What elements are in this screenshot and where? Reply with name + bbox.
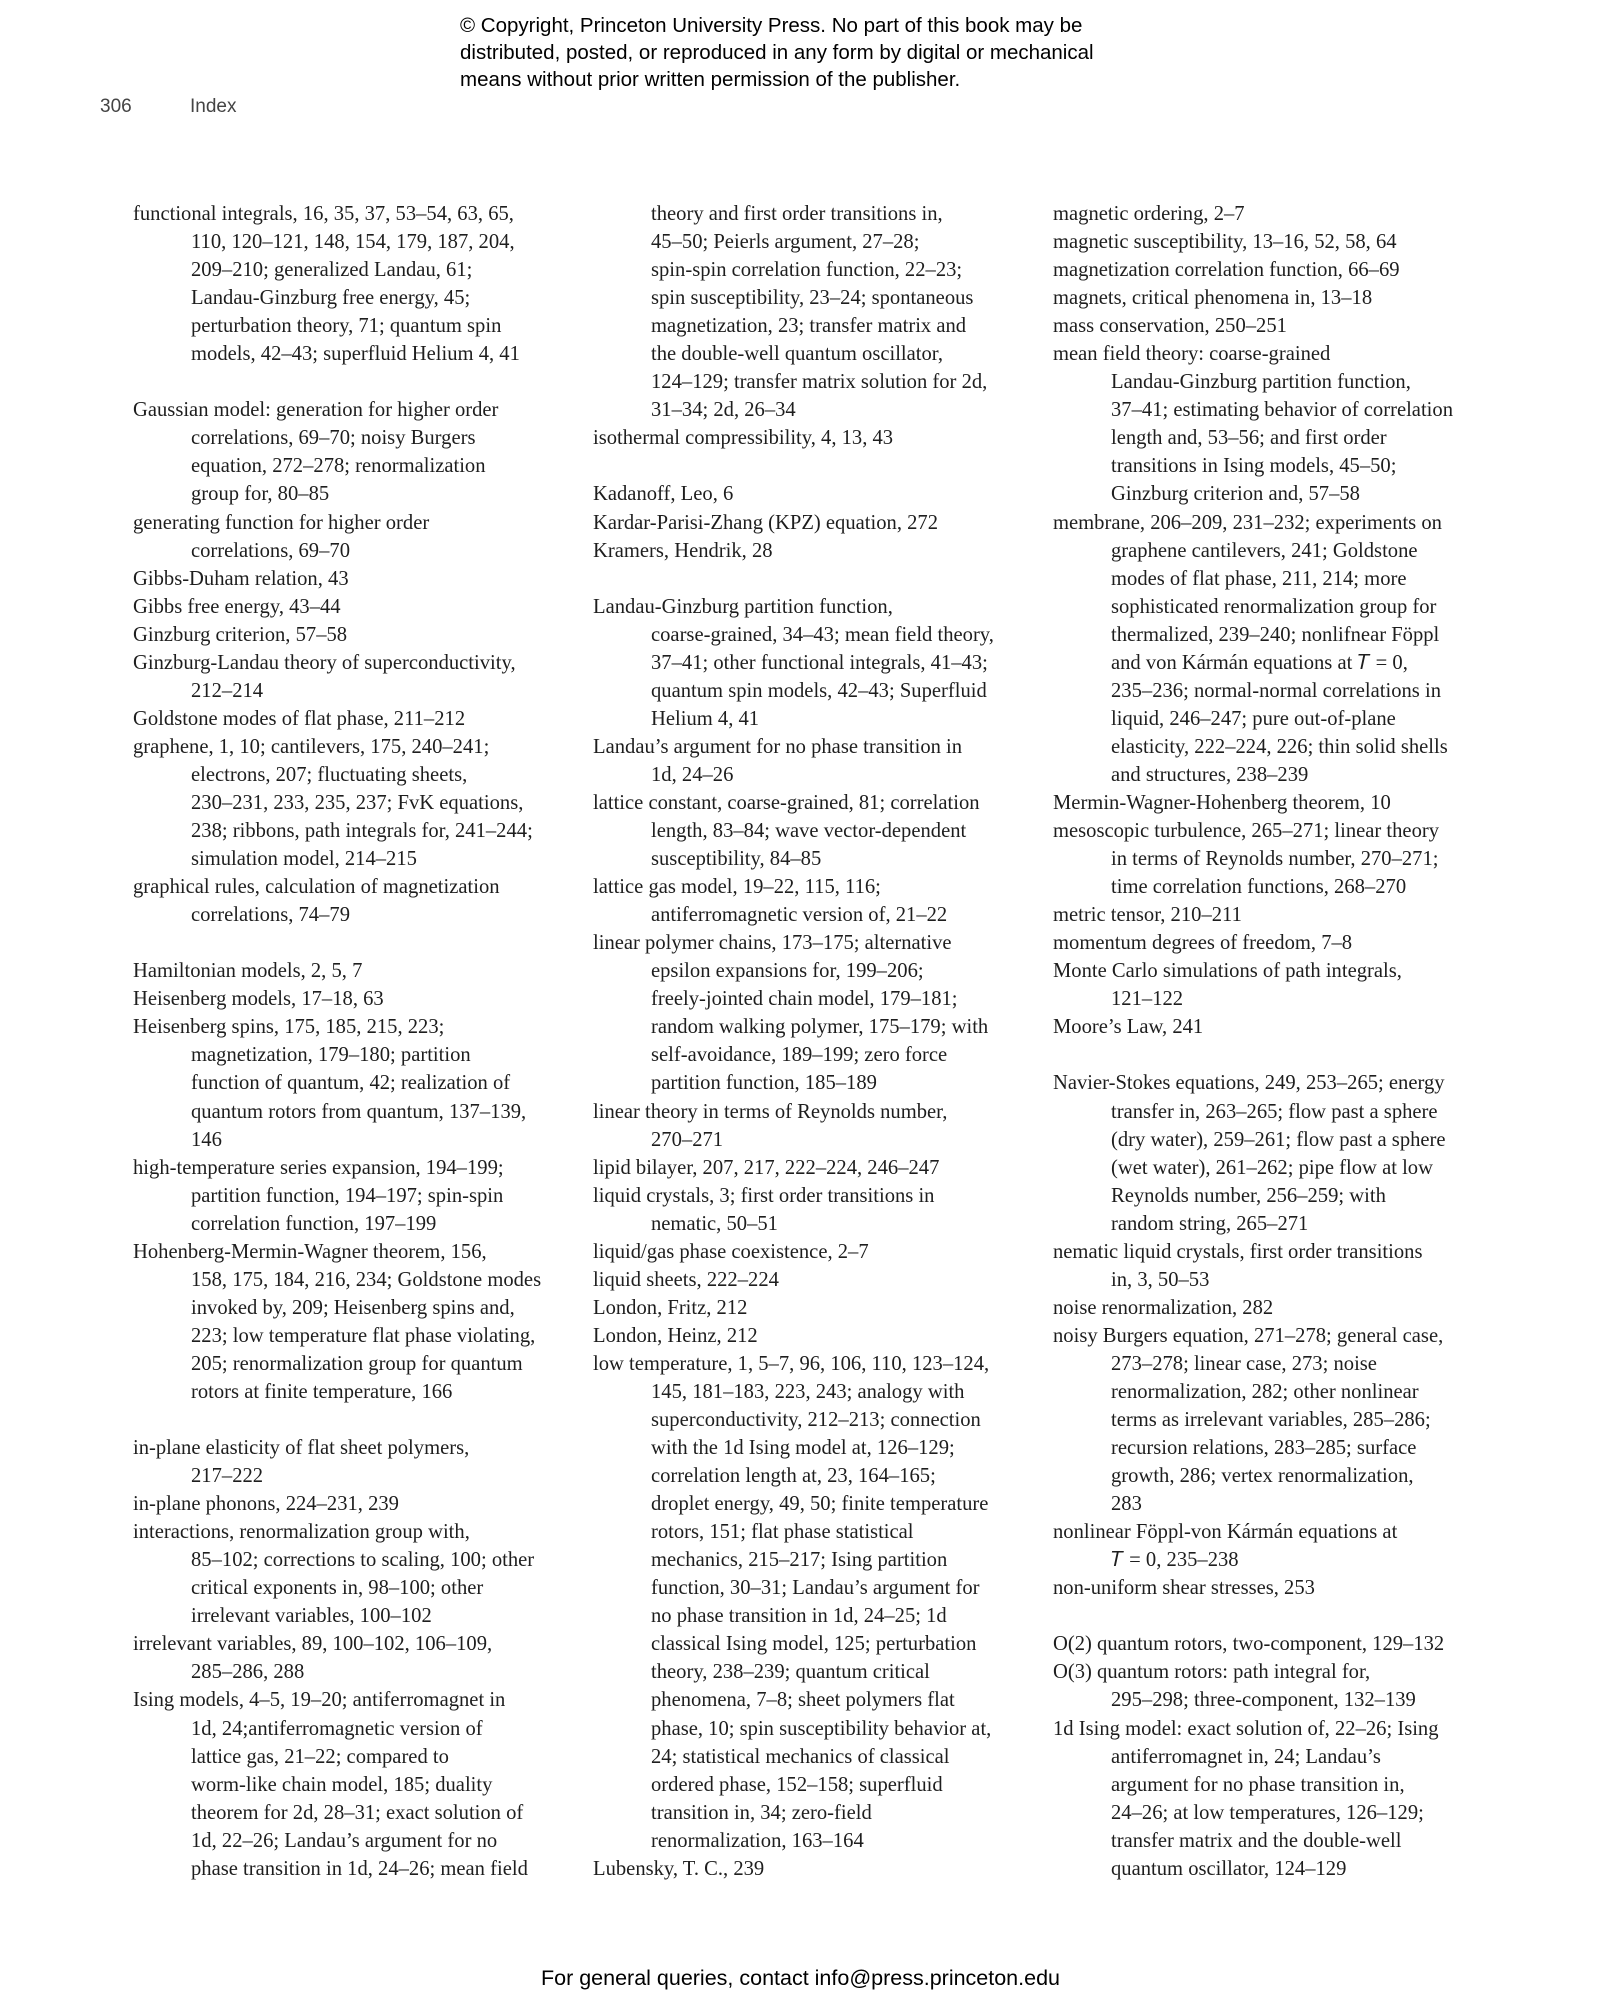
index-entry-continuation-line: magnetization, 23; transfer matrix and	[651, 315, 967, 338]
index-entry	[593, 1266, 1033, 1294]
index-entry-continuation-line: nematic, 50–51	[651, 1212, 778, 1235]
index-entry-continuation-line: 230–231, 233, 235, 237; FvK equations,	[191, 791, 524, 814]
index-entry-continuation-line: 85–102; corrections to scaling, 100; other	[191, 1549, 535, 1572]
index-entry-continuation-line: theorem for 2d, 28–31; exact solution of	[191, 1801, 524, 1824]
index-entry-continuation-line: droplet energy, 49, 50; finite temperature	[651, 1493, 989, 1516]
index-entry-continuation-line: quantum oscillator, 124–129	[1111, 1857, 1347, 1880]
index-entry-continuation-line: correlations, 69–70; noisy Burgers	[191, 427, 476, 450]
index-entry-first-line: interactions, renormalization group with,	[133, 1521, 470, 1544]
index-entry-continuation-line: worm-like chain model, 185; duality	[191, 1773, 493, 1796]
index-entry-first-line: linear theory in terms of Reynolds number,	[593, 1100, 948, 1123]
index-entry	[593, 1294, 1033, 1322]
index-entry-continuation-line: 145, 181–183, 223, 243; analogy with	[651, 1380, 965, 1403]
index-entry-continuation-line: renormalization, 282; other nonlinear	[1111, 1380, 1419, 1403]
index-entry-first-line: Hamiltonian models, 2, 5, 7	[133, 960, 363, 983]
index-entry	[1053, 312, 1493, 340]
index-entry-continuation-line: 235–236; normal-normal correlations in	[1111, 679, 1441, 702]
index-entry	[1053, 1013, 1493, 1041]
index-entry-first-line: magnetization correlation function, 66–69	[1053, 259, 1400, 282]
index-entry-continuation-line: 124–129; transfer matrix solution for 2d,	[651, 371, 988, 394]
index-entry-first-line: in-plane phonons, 224–231, 239	[133, 1493, 399, 1516]
index-entry-first-line: nonlinear Föppl-von Kármán equations at	[1053, 1521, 1398, 1544]
index-entry-continuation-line: 37–41; other functional integrals, 41–43;	[651, 651, 988, 674]
index-entry-continuation-line: irrelevant variables, 100–102	[191, 1605, 432, 1628]
index-entry	[1053, 200, 1493, 228]
index-entry-continuation-line: 273–278; linear case, 273; noise	[1111, 1352, 1377, 1375]
index-entry-continuation-line: 146	[191, 1128, 222, 1151]
index-entry-first-line: lattice gas model, 19–22, 115, 116;	[593, 876, 881, 899]
index-entry-first-line: magnetic susceptibility, 13–16, 52, 58, 64	[1053, 231, 1397, 254]
index-entry-continuation-line: antiferromagnetic version of, 21–22	[651, 904, 948, 927]
index-entry	[133, 565, 573, 593]
index-entry-continuation-line: modes of flat phase, 211, 214; more	[1111, 567, 1407, 590]
copyright-line: means without prior written permission of the publisher.	[460, 68, 961, 91]
index-entry-continuation-line: Helium 4, 41	[651, 707, 760, 730]
index-entry-continuation-line: length, 83–84; wave vector-dependent	[651, 820, 967, 843]
index-entry-first-line: O(3) quantum rotors: path integral for,	[1053, 1661, 1371, 1684]
index-entry-continuation-line: 158, 175, 184, 216, 234; Goldstone modes	[191, 1268, 542, 1291]
index-entry-first-line: O(2) quantum rotors, two-component, 129–132	[1053, 1633, 1445, 1656]
index-entry-continuation-line: 45–50; Peierls argument, 27–28;	[651, 231, 920, 254]
index-entry-first-line: Ginzburg criterion, 57–58	[133, 623, 348, 646]
index-entry-continuation-line: phase, 10; spin susceptibility behavior at,	[651, 1717, 992, 1740]
index-entry-continuation-line: equation, 272–278; renormalization	[191, 455, 486, 478]
index-entry	[1053, 789, 1493, 817]
index-entry-continuation-line: 121–122	[1111, 988, 1184, 1011]
index-entry-first-line: high-temperature series expansion, 194–199;	[133, 1156, 504, 1179]
index-entry-first-line: Ising models, 4–5, 19–20; antiferromagnet in	[133, 1689, 506, 1712]
index-entry	[133, 593, 573, 621]
index-entry	[133, 705, 573, 733]
index-entry-continuation-line: invoked by, 209; Heisenberg spins and,	[191, 1296, 515, 1319]
index-entry-first-line: lattice constant, coarse-grained, 81; correlation	[593, 791, 980, 814]
index-entry	[1053, 1294, 1493, 1322]
index-entry-continuation-line: correlation function, 197–199	[191, 1212, 437, 1235]
index-entry	[593, 1098, 1033, 1154]
index-entry	[1053, 1630, 1493, 1658]
index-entry-continuation-line: 212–214	[191, 679, 264, 702]
index-column-3	[1053, 200, 1493, 1883]
index-entry-first-line: isothermal compressibility, 4, 13, 43	[593, 427, 894, 450]
index-entry	[133, 1630, 573, 1686]
index-entry-first-line: graphene, 1, 10; cantilevers, 175, 240–241;	[133, 735, 490, 758]
index-entry	[133, 621, 573, 649]
index-entry	[133, 1434, 573, 1490]
index-entry	[1053, 284, 1493, 312]
index-entry-continuation-line: classical Ising model, 125; perturbation	[651, 1633, 977, 1656]
index-entry-continuation-line: theory, 238–239; quantum critical	[651, 1661, 930, 1684]
index-entry-continuation-line: 1d, 24;antiferromagnetic version of	[191, 1717, 483, 1740]
index-column-1	[133, 200, 573, 1883]
index-entry-continuation-line: argument for no phase transition in,	[1111, 1773, 1405, 1796]
index-entry	[1053, 1238, 1493, 1294]
index-entry-first-line: Monte Carlo simulations of path integrals,	[1053, 960, 1402, 983]
index-entry	[593, 424, 1033, 452]
index-entry-continuation-line: partition function, 194–197; spin-spin	[191, 1184, 504, 1207]
index-entry-first-line: irrelevant variables, 89, 100–102, 106–109,	[133, 1633, 493, 1656]
index-entry-continuation-line: transition in, 34; zero-field	[651, 1801, 872, 1824]
index-entry-continuation-line: Reynolds number, 256–259; with	[1111, 1184, 1386, 1207]
index-entry-continuation-line: liquid, 246–247; pure out-of-plane	[1111, 707, 1396, 730]
index-entry	[593, 1182, 1033, 1238]
index-entry-continuation-line: spin susceptibility, 23–24; spontaneous	[651, 287, 974, 310]
index-entry-first-line: Gaussian model: generation for higher order	[133, 399, 499, 422]
index-entry	[593, 1154, 1033, 1182]
index-entry-continuation-line: theory and first order transitions in,	[651, 203, 943, 225]
index-entry-continuation-line: 209–210; generalized Landau, 61;	[191, 259, 473, 282]
index-entry-first-line: mesoscopic turbulence, 265–271; linear theory	[1053, 820, 1440, 843]
copyright-notice	[460, 12, 1220, 93]
index-entry-continuation-line: 283	[1111, 1493, 1142, 1516]
index-entry	[133, 957, 573, 985]
letter-group-gap	[593, 565, 1033, 593]
index-entry-first-line: nematic liquid crystals, first order transitions	[1053, 1240, 1423, 1263]
index-entry	[133, 649, 573, 705]
index-entry-first-line: Landau-Ginzburg partition function,	[593, 595, 893, 618]
index-entry-continuation-line: transitions in Ising models, 45–50;	[1111, 455, 1397, 478]
index-entry	[1053, 228, 1493, 256]
index-entry-continuation-line: transfer in, 263–265; flow past a sphere	[1111, 1100, 1438, 1123]
index-entry	[133, 1013, 573, 1153]
index-entry-continuation-line: the double-well quantum oscillator,	[651, 343, 943, 366]
index-entry	[1053, 509, 1493, 789]
index-entry	[1053, 1518, 1493, 1574]
index-entry-continuation-line: electrons, 207; fluctuating sheets,	[191, 763, 468, 786]
index-entry-continuation-line: Landau-Ginzburg partition function,	[1111, 371, 1411, 394]
index-entry-continuation-line: 295–298; three-component, 132–139	[1111, 1689, 1416, 1712]
index-entry-first-line: lipid bilayer, 207, 217, 222–224, 246–247	[593, 1156, 940, 1179]
index-entry-first-line: noise renormalization, 282	[1053, 1296, 1274, 1319]
index-entry-continuation-line: in terms of Reynolds number, 270–271;	[1111, 848, 1439, 871]
index-entry-continuation-line: partition function, 185–189	[651, 1072, 877, 1095]
index-entry-first-line: Landau’s argument for no phase transition in	[593, 735, 963, 758]
index-entry-first-line: magnets, critical phenomena in, 13–18	[1053, 287, 1373, 310]
copyright-line: © Copyright, Princeton University Press. No part of this book may be	[460, 14, 1083, 37]
index-entry-continuation-line: 205; renormalization group for quantum	[191, 1352, 523, 1375]
index-entry-continuation-line: 24; statistical mechanics of classical	[651, 1745, 950, 1768]
index-entry-continuation-line: 223; low temperature flat phase violating,	[191, 1324, 536, 1347]
index-entry-continuation-line: (wet water), 261–262; pipe flow at low	[1111, 1156, 1433, 1179]
index-entry-first-line: linear polymer chains, 173–175; alternative	[593, 932, 952, 955]
index-entry-continuation-line: mechanics, 215–217; Ising partition	[651, 1549, 948, 1572]
index-entry	[1053, 817, 1493, 901]
index-entry-continuation-line: and von Kármán equations at 𝑇 = 0,	[1111, 651, 1408, 674]
index-entry-continuation-line: 270–271	[651, 1128, 724, 1151]
index-entry-first-line: Heisenberg models, 17–18, 63	[133, 988, 384, 1011]
letter-group-gap	[133, 929, 573, 957]
index-entry-continuation-line: simulation model, 214–215	[191, 848, 417, 871]
index-entry-first-line: Moore’s Law, 241	[1053, 1016, 1204, 1039]
index-entry-continuation-line: 238; ribbons, path integrals for, 241–244;	[191, 820, 533, 843]
index-entry-continuation-line: in, 3, 50–53	[1111, 1268, 1210, 1291]
index-entry-continuation-line: correlation length at, 23, 164–165;	[651, 1465, 936, 1488]
index-entry-continued	[593, 200, 1033, 424]
index-entry-first-line: London, Fritz, 212	[593, 1296, 748, 1319]
index-entry	[593, 1238, 1033, 1266]
index-entry-first-line: liquid sheets, 222–224	[593, 1268, 779, 1291]
index-entry-continuation-line: random string, 265–271	[1111, 1212, 1309, 1235]
index-entry-first-line: London, Heinz, 212	[593, 1324, 758, 1347]
index-entry-continuation-line: rotors at finite temperature, 166	[191, 1380, 453, 1403]
index-entry-first-line: low temperature, 1, 5–7, 96, 106, 110, 123–124,	[593, 1352, 990, 1375]
index-entry-first-line: Kramers, Hendrik, 28	[593, 539, 773, 562]
index-entry	[133, 200, 573, 368]
index-entry-continuation-line: phase transition in 1d, 24–26; mean field	[191, 1857, 528, 1880]
index-entry-continuation-line: function, 30–31; Landau’s argument for	[651, 1577, 980, 1600]
index-entry	[593, 593, 1033, 733]
index-entry	[133, 509, 573, 565]
index-entry	[593, 789, 1033, 873]
index-entry	[133, 1490, 573, 1518]
index-entry	[593, 509, 1033, 537]
index-entry-first-line: Navier-Stokes equations, 249, 253–265; energy	[1053, 1072, 1445, 1095]
letter-group-gap	[133, 1406, 573, 1434]
index-entry-continuation-line: 37–41; estimating behavior of correlation	[1111, 399, 1453, 422]
letter-group-gap	[1053, 1041, 1493, 1069]
index-entry	[1053, 256, 1493, 284]
index-entry-continuation-line: ordered phase, 152–158; superfluid	[651, 1773, 943, 1796]
footer-contact: For general queries, contact info@press.princeton.edu	[540, 1966, 1060, 1990]
index-entry	[1053, 1658, 1493, 1714]
index-entry-first-line: 1d Ising model: exact solution of, 22–26; Ising	[1053, 1717, 1439, 1740]
index-entry-continuation-line: models, 42–43; superfluid Helium 4, 41	[191, 343, 520, 366]
index-entry-continuation-line: antiferromagnet in, 24; Landau’s	[1111, 1745, 1381, 1768]
index-entry	[133, 1518, 573, 1630]
index-entry-first-line: Kardar-Parisi-Zhang (KPZ) equation, 272	[593, 511, 939, 534]
index-entry-continuation-line: perturbation theory, 71; quantum spin	[191, 315, 502, 338]
index-entry-first-line: graphical rules, calculation of magnetization	[133, 876, 500, 899]
index-entry	[1053, 1715, 1493, 1883]
index-entry-first-line: membrane, 206–209, 231–232; experiments on	[1053, 511, 1442, 534]
index-entry-continuation-line: self-avoidance, 189–199; zero force	[651, 1044, 948, 1067]
index-entry	[593, 1322, 1033, 1350]
index-entry	[593, 733, 1033, 789]
index-entry-continuation-line: spin-spin correlation function, 22–23;	[651, 259, 963, 282]
index-entry-continuation-line: graphene cantilevers, 241; Goldstone	[1111, 539, 1418, 562]
index-entry	[1053, 929, 1493, 957]
index-entry	[133, 396, 573, 508]
letter-group-gap	[593, 452, 1033, 480]
index-entry-continuation-line: Ginzburg criterion and, 57–58	[1111, 483, 1360, 506]
index-entry-continuation-line: and structures, 238–239	[1111, 763, 1309, 786]
index-entry-continuation-line: recursion relations, 283–285; surface	[1111, 1437, 1417, 1460]
index-entry-continuation-line: group for, 80–85	[191, 483, 330, 506]
index-entry-continuation-line: renormalization, 163–164	[651, 1829, 864, 1852]
index-entry-continuation-line: freely-jointed chain model, 179–181;	[651, 988, 958, 1011]
index-entry-continuation-line: 1d, 24–26	[651, 763, 734, 786]
index-entry	[593, 873, 1033, 929]
index-entry	[1053, 901, 1493, 929]
index-entry-continuation-line: elasticity, 222–224, 226; thin solid shells	[1111, 735, 1448, 758]
index-entry	[1053, 1574, 1493, 1602]
letter-group-gap	[133, 368, 573, 396]
index-entry-first-line: noisy Burgers equation, 271–278; general case,	[1053, 1324, 1444, 1347]
index-entry-continuation-line: terms as irrelevant variables, 285–286;	[1111, 1409, 1431, 1432]
index-entry-continuation-line: 31–34; 2d, 26–34	[651, 399, 796, 422]
index-entry-continuation-line: growth, 286; vertex renormalization,	[1111, 1465, 1414, 1488]
index-entry-continuation-line: 𝑇 = 0, 235–238	[1111, 1549, 1239, 1572]
copyright-line: distributed, posted, or reproduced in any form by digital or mechanical	[460, 41, 1094, 64]
index-entry-first-line: non-uniform shear stresses, 253	[1053, 1577, 1315, 1600]
index-entry	[133, 1238, 573, 1406]
section-title: Index	[190, 96, 237, 117]
index-entry-first-line: Heisenberg spins, 175, 185, 215, 223;	[133, 1016, 445, 1039]
index-entry	[133, 733, 573, 873]
index-entry-continuation-line: random walking polymer, 175–179; with	[651, 1016, 989, 1039]
index-entry	[593, 1855, 1033, 1883]
index-entry-continuation-line: Landau-Ginzburg free energy, 45;	[191, 287, 471, 310]
index-entry-first-line: magnetic ordering, 2–7	[1053, 203, 1245, 225]
index-entry	[1053, 340, 1493, 508]
index-entry-continuation-line: transfer matrix and the double-well	[1111, 1829, 1402, 1852]
index-entry-first-line: Ginzburg-Landau theory of superconductivity,	[133, 651, 516, 674]
index-entry	[1053, 1322, 1493, 1518]
index-entry-continuation-line: quantum spin models, 42–43; Superfluid	[651, 679, 987, 702]
index-entry-continuation-line: time correlation functions, 268–270	[1111, 876, 1407, 899]
index-entry-first-line: Mermin-Wagner-Hohenberg theorem, 10	[1053, 791, 1391, 814]
index-entry-continuation-line: length and, 53–56; and first order	[1111, 427, 1387, 450]
index-entry	[593, 1350, 1033, 1855]
index-entry-continuation-line: thermalized, 239–240; nonlifnear Föppl	[1111, 623, 1440, 646]
index-entry	[133, 1686, 573, 1882]
index-entry-first-line: Hohenberg-Mermin-Wagner theorem, 156,	[133, 1240, 487, 1263]
index-entry	[593, 480, 1033, 508]
letter-group-gap	[1053, 1602, 1493, 1630]
index-entry-continuation-line: superconductivity, 212–213; connection	[651, 1409, 981, 1432]
index-entry-continuation-line: function of quantum, 42; realization of	[191, 1072, 511, 1095]
index-entry-continuation-line: phenomena, 7–8; sheet polymers flat	[651, 1689, 955, 1712]
index-entry-continuation-line: 1d, 22–26; Landau’s argument for no	[191, 1829, 498, 1852]
index-entry-continuation-line: 285–286, 288	[191, 1661, 305, 1684]
index-entry-continuation-line: 110, 120–121, 148, 154, 179, 187, 204,	[191, 231, 515, 254]
index-entry-first-line: Goldstone modes of flat phase, 211–212	[133, 707, 466, 730]
index-entry-first-line: in-plane elasticity of flat sheet polymers,	[133, 1437, 470, 1460]
index-entry-continuation-line: correlations, 69–70	[191, 539, 350, 562]
index-entry-continuation-line: 217–222	[191, 1465, 264, 1488]
index-entry-first-line: momentum degrees of freedom, 7–8	[1053, 932, 1353, 955]
index-entry	[593, 929, 1033, 1097]
index-entry-first-line: Lubensky, T. C., 239	[593, 1857, 765, 1880]
index-entry-continuation-line: rotors, 151; flat phase statistical	[651, 1521, 914, 1544]
index-entry	[133, 1154, 573, 1238]
index-entry-continuation-line: correlations, 74–79	[191, 904, 350, 927]
index-entry	[133, 873, 573, 929]
index-entry	[133, 985, 573, 1013]
page-number: 306	[100, 96, 132, 117]
index-entry-first-line: metric tensor, 210–211	[1053, 904, 1242, 927]
index-entry-first-line: Kadanoff, Leo, 6	[593, 483, 734, 506]
index-entry-continuation-line: lattice gas, 21–22; compared to	[191, 1745, 449, 1768]
index-entry-first-line: Gibbs free energy, 43–44	[133, 595, 341, 618]
index-entry-continuation-line: magnetization, 179–180; partition	[191, 1044, 471, 1067]
index-entry-continuation-line: epsilon expansions for, 199–206;	[651, 960, 924, 983]
index-entry-first-line: liquid/gas phase coexistence, 2–7	[593, 1240, 869, 1263]
index-entry-continuation-line: susceptibility, 84–85	[651, 848, 822, 871]
index-entry-first-line: liquid crystals, 3; first order transitions in	[593, 1184, 935, 1207]
index-entry-first-line: generating function for higher order	[133, 511, 430, 534]
index-entry-continuation-line: 24–26; at low temperatures, 126–129;	[1111, 1801, 1424, 1824]
index-entry-continuation-line: coarse-grained, 34–43; mean field theory,	[651, 623, 994, 646]
index-entry	[1053, 1069, 1493, 1237]
index-entry-continuation-line: (dry water), 259–261; flow past a sphere	[1111, 1128, 1446, 1151]
index-entry-continuation-line: critical exponents in, 98–100; other	[191, 1577, 484, 1600]
index-entry	[593, 537, 1033, 565]
index-entry-first-line: mass conservation, 250–251	[1053, 315, 1287, 338]
index-entry-first-line: functional integrals, 16, 35, 37, 53–54, 63, 65,	[133, 203, 514, 225]
index-entry-first-line: Gibbs-Duham relation, 43	[133, 567, 349, 590]
index-entry	[1053, 957, 1493, 1013]
index-entry-first-line: mean field theory: coarse-grained	[1053, 343, 1331, 366]
index-entry-continuation-line: quantum rotors from quantum, 137–139,	[191, 1100, 527, 1123]
index-entry-continuation-line: no phase transition in 1d, 24–25; 1d	[651, 1605, 947, 1628]
index-entry-continuation-line: sophisticated renormalization group for	[1111, 595, 1437, 618]
index-entry-continuation-line: with the 1d Ising model at, 126–129;	[651, 1437, 955, 1460]
index-column-2	[593, 200, 1033, 1883]
